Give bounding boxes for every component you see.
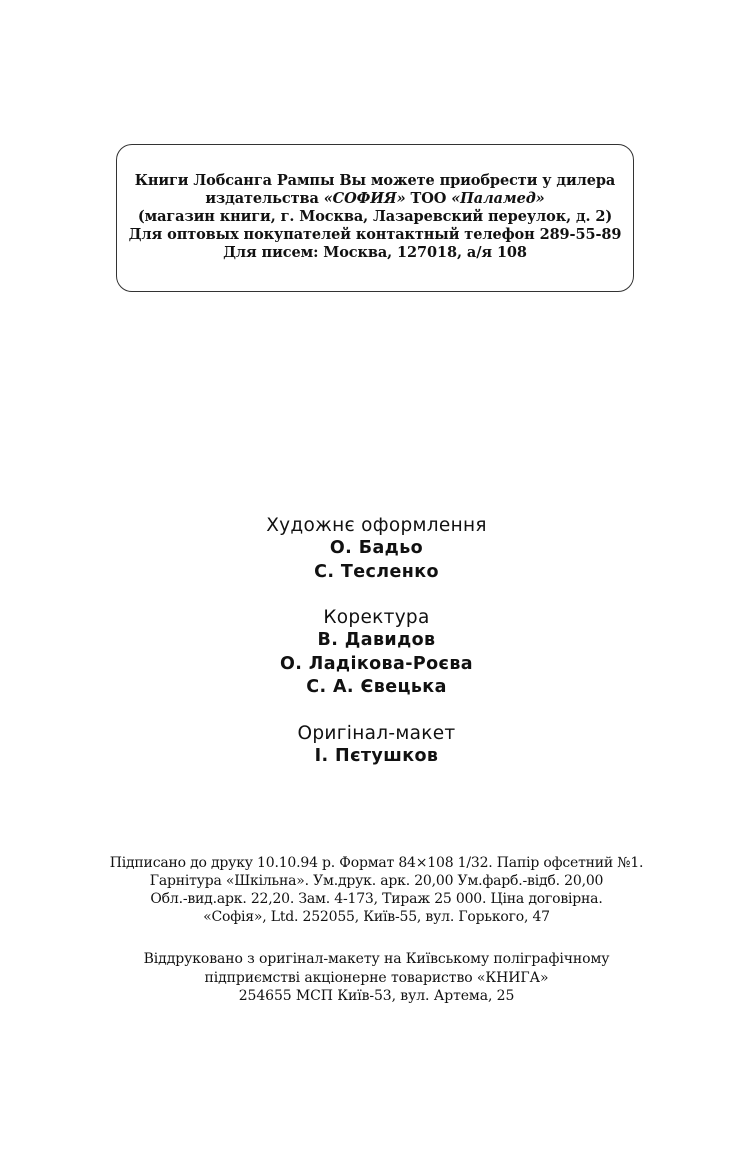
printer-block: [0, 950, 753, 1006]
notice-line: Книги Лобсанга Рампы Вы можете приобрести у дилера: [134, 172, 616, 189]
notice-line: (магазин книги, г. Москва, Лазаревский переулок, д. 2): [137, 208, 613, 225]
art-design-role: Художнє оформлення: [266, 515, 487, 536]
credit-person: С. Тесленко: [314, 561, 439, 582]
printer-line: підприємстві акціонерне товариство «КНИГА»: [204, 969, 549, 986]
printer-line: 254655 МСП Київ-53, вул. Артема, 25: [238, 988, 515, 1004]
notice-line: Для оптовых покупателей контактный телефон 289-55-89: [128, 226, 622, 243]
imprint-line: Гарнітура «Шкільна». Ум.друк. арк. 20,00 Ум.фарб.-відб. 20,00: [149, 873, 604, 889]
imprint-line: «Софія», Ltd. 252055, Київ-55, вул. Горького, 47: [203, 909, 550, 925]
credit-person: О. Ладікова-Роєва: [279, 653, 474, 674]
dealer-notice: [116, 172, 634, 262]
credit-person: В. Давидов: [317, 630, 436, 650]
credit-person: С. А. Євецька: [306, 677, 447, 697]
notice-line: издательства «СОФИЯ» ТОО «Паламед»: [205, 190, 545, 207]
credit-person: О. Бадьо: [329, 538, 424, 558]
imprint-line: Обл.-вид.арк. 22,20. Зам. 4-173, Тираж 25 000. Ціна договірна.: [150, 891, 603, 907]
publisher-name: «СОФИЯ»: [323, 190, 406, 207]
credits-block: [0, 514, 753, 768]
proofreading-role: Коректура: [323, 607, 430, 628]
printer-line: Віддруковано з оригінал-макету на Київському поліграфічному: [143, 951, 610, 967]
company-name: «Паламед»: [451, 190, 545, 207]
layout-role: Оригінал-макет: [297, 722, 456, 744]
imprint-block: [0, 854, 753, 926]
notice-line: Для писем: Москва, 127018, а/я 108: [223, 244, 527, 261]
credit-person: І. Пєтушков: [314, 745, 439, 766]
imprint-line: Підписано до друку 10.10.94 р. Формат 84×108 1/32. Папір офсетний №1.: [109, 855, 644, 871]
